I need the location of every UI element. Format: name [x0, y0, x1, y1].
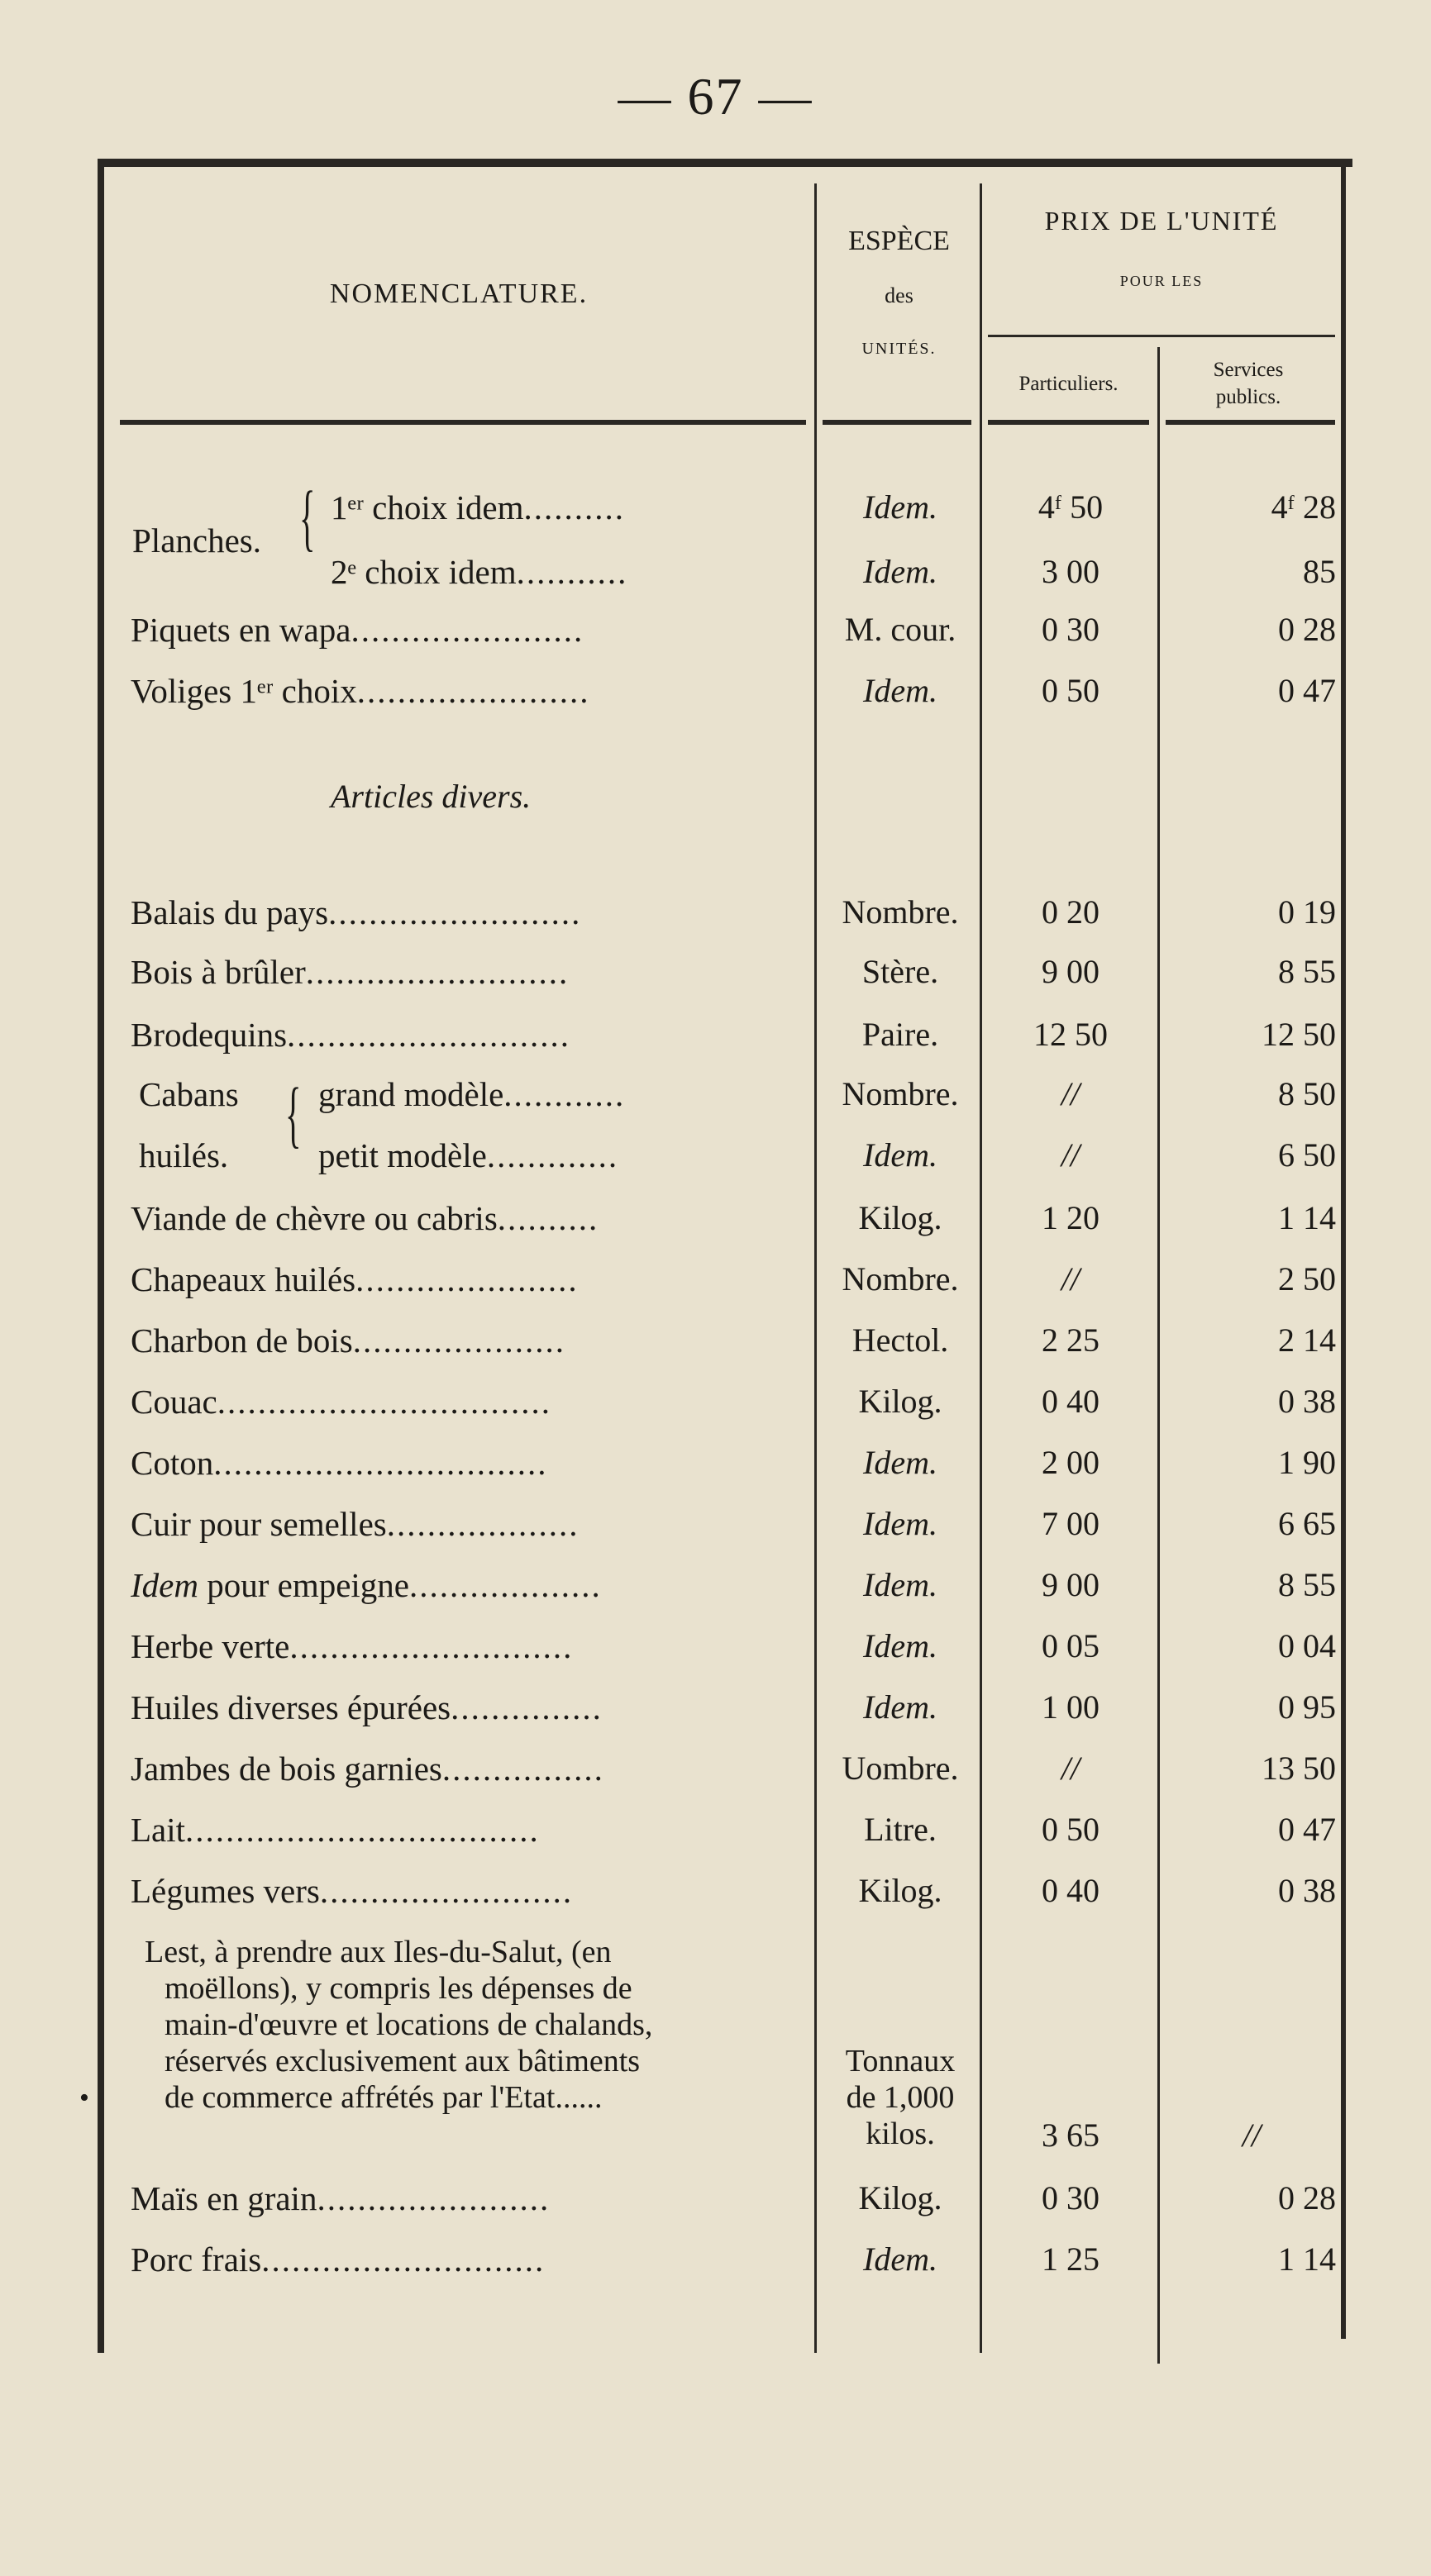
table-row-particuliers: 9 00: [1042, 1566, 1099, 1603]
table-row-particuliers: //: [1061, 1075, 1080, 1112]
table-row-particuliers: 0 40: [1042, 1872, 1099, 1909]
lest-services: //: [1242, 2117, 1262, 2154]
table-row-particuliers: 7 00: [1042, 1505, 1099, 1542]
table-row-unit: Uombre.: [842, 1750, 959, 1787]
page-number: — 67 —: [618, 67, 813, 126]
table-row-unit: Idem.: [863, 2240, 937, 2278]
table-right-border: [1341, 165, 1346, 2339]
table-row-services: 6 65: [1278, 1505, 1336, 1542]
lest-unit-line: Tonnaux: [845, 2044, 956, 2078]
table-row-label: Légumes vers.........................: [131, 1872, 574, 1910]
table-row-unit: Idem.: [863, 1627, 937, 1664]
table-row-unit: Idem.: [863, 1505, 937, 1542]
header-espece: ESPÈCE: [848, 226, 950, 256]
prix-brace-line: [988, 335, 1335, 337]
lest-unit: [818, 2043, 982, 2152]
table-row-unit: Kilog.: [858, 1199, 942, 1236]
brace-planches: {: [299, 477, 316, 559]
table-row-particuliers: 0 30: [1042, 611, 1099, 648]
lest-line: de commerce affrétés par l'Etat......: [165, 2080, 603, 2115]
table-row-unit: Idem.: [863, 1444, 937, 1481]
table-row-services: 0 19: [1278, 893, 1336, 931]
table-row-services: 6 50: [1278, 1136, 1336, 1174]
table-row-particuliers: 1 00: [1042, 1688, 1099, 1726]
lest-particuliers: 3 65: [1042, 2117, 1099, 2154]
table-row-unit: Hectol.: [851, 1321, 949, 1359]
header-rule-espece: [823, 420, 971, 425]
table-row-unit: Idem.: [863, 553, 937, 590]
column-divider-services: [1157, 347, 1160, 2364]
header-nomenclature: NOMENCLATURE.: [329, 279, 589, 309]
header-espece-unites: UNITÉS.: [861, 340, 937, 358]
table-row-label: Coton.................................: [131, 1444, 548, 1482]
header-services-line2: publics.: [1215, 385, 1281, 408]
table-row-label: Chapeaux huilés......................: [131, 1260, 579, 1298]
header-rule-nomenclature: [120, 420, 806, 425]
table-row-services: 1 14: [1278, 1199, 1336, 1236]
group-label-planches: Planches.: [132, 521, 261, 559]
table-row-label: Idem pour empeigne...................: [131, 1566, 602, 1604]
table-row-unit: Kilog.: [858, 2179, 942, 2217]
lest-unit-line: de 1,000: [846, 2080, 955, 2115]
table-row-label: Lait...................................: [131, 1811, 540, 1849]
table-row-unit: Nombre.: [842, 1075, 959, 1112]
table-row-particuliers: 4ᶠ 50: [1037, 488, 1104, 526]
table-row-services: 1 14: [1278, 2240, 1336, 2278]
table-row-services: 4ᶠ 28: [1271, 488, 1336, 526]
table-row-unit: Idem.: [863, 1136, 937, 1174]
header-services-line1: Services: [1213, 359, 1284, 381]
lest-line: main-d'œuvre et locations de chalands,: [165, 2007, 653, 2042]
table-row-particuliers: 0 50: [1042, 672, 1099, 709]
table-row-particuliers: 1 25: [1042, 2240, 1099, 2278]
lest-line: Lest, à prendre aux Iles-du-Salut, (en: [145, 1935, 612, 1969]
lest-line: moëllons), y compris les dépenses de: [165, 1971, 632, 2006]
lest-line: réservés exclusivement aux bâtiments: [165, 2044, 641, 2078]
table-row-unit: Idem.: [863, 488, 937, 526]
table-row-services: 0 47: [1278, 1811, 1336, 1848]
table-row-particuliers: 0 30: [1042, 2179, 1099, 2217]
table-row-unit: Idem.: [863, 1566, 937, 1603]
table-row-label: Charbon de bois.....................: [131, 1321, 565, 1359]
group-label-cabans: Cabans: [139, 1075, 239, 1113]
table-row-label: Voliges 1ᵉʳ choix.......................: [131, 672, 590, 710]
table-row-particuliers: 2 00: [1042, 1444, 1099, 1481]
header-services: [1161, 357, 1335, 411]
header-pour-les: POUR LES: [1119, 273, 1204, 289]
header-particuliers: Particuliers.: [1018, 373, 1119, 395]
table-row-unit: Kilog.: [858, 1872, 942, 1909]
table-row-services: 8 50: [1278, 1075, 1336, 1112]
table-row-label: Piquets en wapa.......................: [131, 611, 584, 649]
table-row-services: 1 90: [1278, 1444, 1336, 1481]
table-row-particuliers: 0 20: [1042, 893, 1099, 931]
table-row-services: 0 95: [1278, 1688, 1336, 1726]
table-row-unit: Stère.: [861, 953, 939, 990]
table-row-services: 85: [1303, 553, 1336, 590]
table-row-label: Couac.................................: [131, 1383, 551, 1421]
table-row-particuliers: 3 00: [1042, 553, 1099, 590]
table-row-services: 0 38: [1278, 1872, 1336, 1909]
table-row-label: Herbe verte............................: [131, 1627, 574, 1665]
table-row-label: 2ᵉ choix idem...........: [331, 553, 628, 591]
table-row-label: grand modèle............: [318, 1075, 626, 1113]
table-row-label: Bois à brûler..........................: [131, 953, 570, 991]
table-row-services: 0 04: [1278, 1627, 1336, 1664]
table-row-label: Maïs en grain.......................: [131, 2179, 551, 2217]
table-row-services: 13 50: [1262, 1750, 1336, 1787]
table-row-label: Jambes de bois garnies................: [131, 1750, 604, 1788]
table-row-services: 0 38: [1278, 1383, 1336, 1420]
table-row-unit: Idem.: [863, 672, 937, 709]
table-row-label: Porc frais............................: [131, 2240, 546, 2278]
table-row-services: 2 14: [1278, 1321, 1336, 1359]
table-row-label: 1ᵉʳ choix idem..........: [331, 488, 625, 526]
table-row-label: Balais du pays.........................: [131, 893, 582, 931]
table-row-label: Brodequins............................: [131, 1016, 571, 1054]
table-row-particuliers: 1 20: [1042, 1199, 1099, 1236]
brace-cabans: {: [285, 1074, 302, 1155]
lest-unit-line: kilos.: [866, 2117, 935, 2151]
table-row-services: 8 55: [1278, 1566, 1336, 1603]
table-row-services: 12 50: [1262, 1016, 1336, 1053]
table-row-unit: Kilog.: [858, 1383, 942, 1420]
header-espece-des: des: [885, 283, 913, 307]
table-row-particuliers: 2 25: [1042, 1321, 1099, 1359]
table-row-services: 0 28: [1278, 2179, 1336, 2217]
table-row-unit: Nombre.: [842, 893, 959, 931]
header-rule-services: [1166, 420, 1335, 425]
margin-mark: •: [79, 2083, 89, 2113]
group-label-cabans-huiles: huilés.: [139, 1136, 229, 1174]
table-row-label: Huiles diverses épurées...............: [131, 1688, 603, 1726]
table-row-particuliers: //: [1061, 1260, 1080, 1298]
table-row-unit: Paire.: [861, 1016, 939, 1053]
lest-description: [145, 1934, 823, 2116]
table-row-particuliers: 0 05: [1042, 1627, 1099, 1664]
header-rule-particuliers: [988, 420, 1149, 425]
table-row-unit: Litre.: [864, 1811, 937, 1848]
table-row-unit: Nombre.: [842, 1260, 959, 1298]
section-title: Articles divers.: [331, 778, 532, 815]
table-row-label: petit modèle.............: [318, 1136, 619, 1174]
table-row-particuliers: 9 00: [1042, 953, 1099, 990]
table-row-unit: Idem.: [863, 1688, 937, 1726]
table-row-particuliers: 0 40: [1042, 1383, 1099, 1420]
table-row-label: Cuir pour semelles...................: [131, 1505, 580, 1543]
table-row-particuliers: 12 50: [1033, 1016, 1108, 1053]
table-row-services: 8 55: [1278, 953, 1336, 990]
table-row-particuliers: //: [1061, 1136, 1080, 1174]
header-prix: PRIX DE L'UNITÉ: [1044, 206, 1279, 236]
table-row-particuliers: 0 50: [1042, 1811, 1099, 1848]
table-row-label: Viande de chèvre ou cabris..........: [131, 1199, 599, 1237]
table-row-particuliers: //: [1061, 1750, 1080, 1787]
table-row-services: 0 28: [1278, 611, 1336, 648]
table-row-unit: M. cour.: [844, 611, 956, 648]
table-row-services: 0 47: [1278, 672, 1336, 709]
table-row-services: 2 50: [1278, 1260, 1336, 1298]
